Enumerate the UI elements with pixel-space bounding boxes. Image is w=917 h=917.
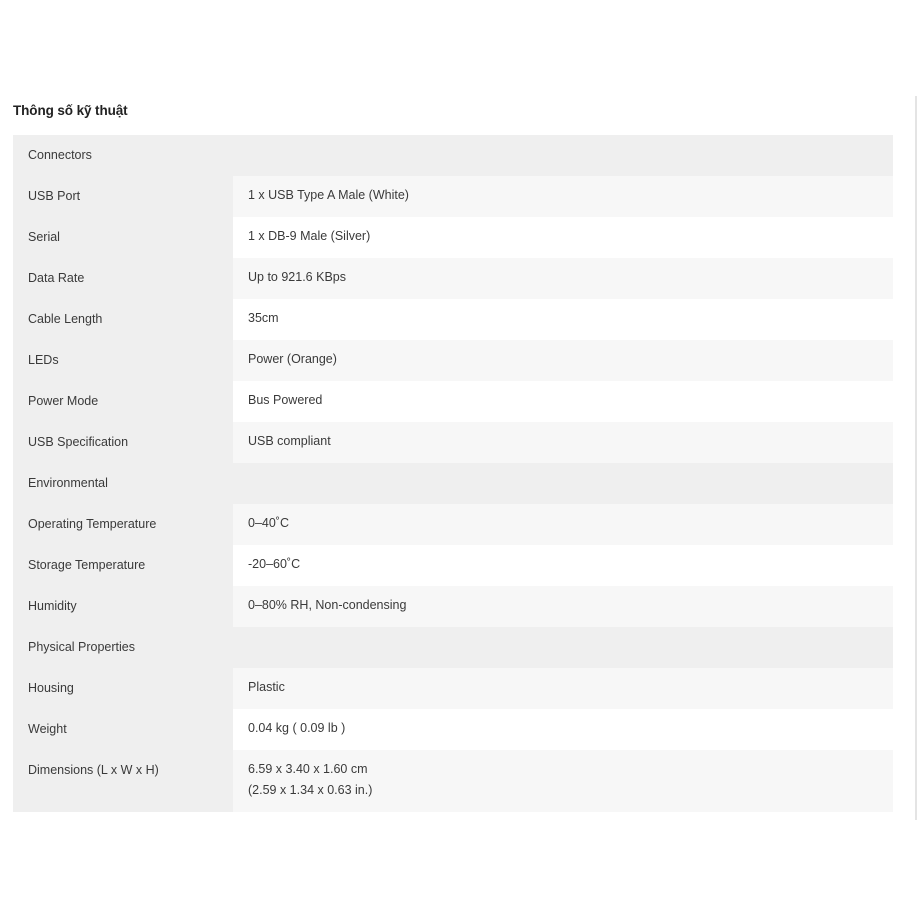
spec-row-leds bbox=[13, 340, 893, 381]
spec-row-cable-length bbox=[13, 299, 893, 340]
spec-value: USB compliant bbox=[233, 422, 893, 463]
spec-value: Power (Orange) bbox=[233, 340, 893, 381]
spec-row-operating-temperature bbox=[13, 504, 893, 545]
spec-value bbox=[233, 750, 893, 812]
spec-row-serial bbox=[13, 217, 893, 258]
section-label: Physical Properties bbox=[13, 627, 893, 668]
spec-label: Housing bbox=[13, 668, 233, 709]
spec-row-usb-port bbox=[13, 176, 893, 217]
spec-row-storage-temperature bbox=[13, 545, 893, 586]
spec-label: Data Rate bbox=[13, 258, 233, 299]
spec-label: Humidity bbox=[13, 586, 233, 627]
spec-label: Serial bbox=[13, 217, 233, 258]
spec-value: Bus Powered bbox=[233, 381, 893, 422]
spec-value: 0–80% RH, Non-condensing bbox=[233, 586, 893, 627]
spec-label: Dimensions (L x W x H) bbox=[13, 750, 233, 812]
spec-section-connectors bbox=[13, 135, 893, 176]
spec-row-housing bbox=[13, 668, 893, 709]
spec-label: Power Mode bbox=[13, 381, 233, 422]
spec-row-dimensions bbox=[13, 750, 893, 812]
spec-value: Up to 921.6 KBps bbox=[233, 258, 893, 299]
spec-value: 1 x USB Type A Male (White) bbox=[233, 176, 893, 217]
spec-label: LEDs bbox=[13, 340, 233, 381]
spec-row-humidity bbox=[13, 586, 893, 627]
spec-row-data-rate bbox=[13, 258, 893, 299]
spec-value-line: (2.59 x 1.34 x 0.63 in.) bbox=[248, 783, 373, 797]
spec-label: Storage Temperature bbox=[13, 545, 233, 586]
section-label: Environmental bbox=[13, 463, 893, 504]
spec-value: Plastic bbox=[233, 668, 893, 709]
spec-label: Operating Temperature bbox=[13, 504, 233, 545]
spec-row-usb-specification bbox=[13, 422, 893, 463]
spec-table bbox=[13, 135, 893, 812]
spec-label: Cable Length bbox=[13, 299, 233, 340]
spec-row-power-mode bbox=[13, 381, 893, 422]
section-label: Connectors bbox=[13, 135, 893, 176]
spec-label: USB Port bbox=[13, 176, 233, 217]
spec-value: 0–40˚C bbox=[233, 504, 893, 545]
spec-value: -20–60˚C bbox=[233, 545, 893, 586]
page-title: Thông số kỹ thuật bbox=[13, 103, 128, 118]
spec-label: USB Specification bbox=[13, 422, 233, 463]
spec-value-line: 6.59 x 3.40 x 1.60 cm bbox=[248, 762, 368, 776]
spec-label: Weight bbox=[13, 709, 233, 750]
spec-section-environmental bbox=[13, 463, 893, 504]
spec-value: 0.04 kg ( 0.09 lb ) bbox=[233, 709, 893, 750]
spec-row-weight bbox=[13, 709, 893, 750]
spec-value: 35cm bbox=[233, 299, 893, 340]
spec-section-physical-properties bbox=[13, 627, 893, 668]
spec-value: 1 x DB-9 Male (Silver) bbox=[233, 217, 893, 258]
